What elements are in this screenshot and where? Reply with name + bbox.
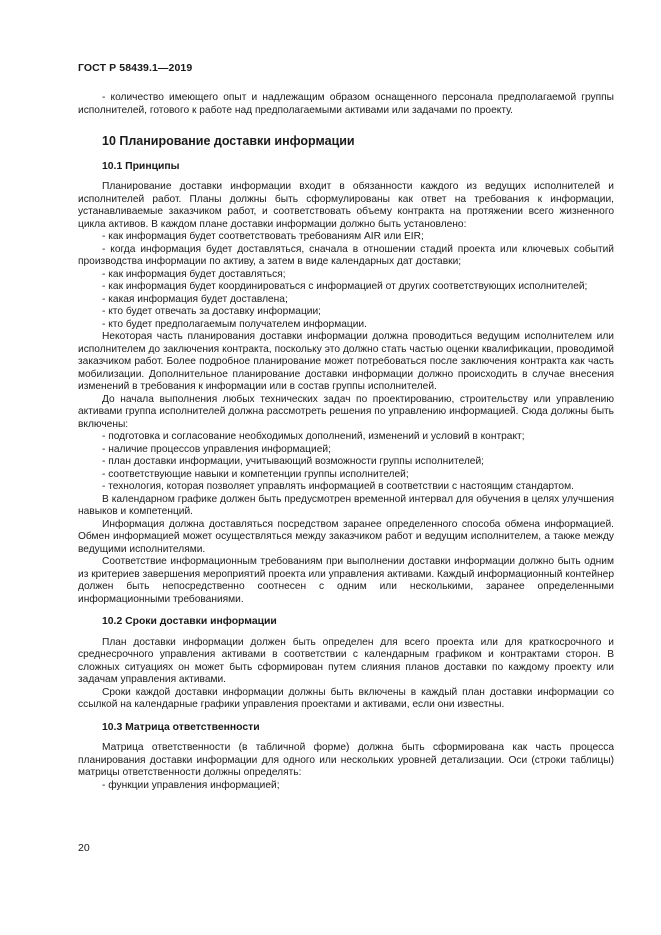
paragraph: В календарном графике должен быть предусмотрен временной интервал для обучения в целях улучшения навыков и компетенций. [78, 493, 614, 517]
section-10-1-title: 10.1 Принципы [102, 160, 180, 172]
paragraph: Соответствие информационным требованиям при выполнении доставки информации должно быть одним из критериев завершения мероприятий проекта или управления активами. Каждый информационный контейнер должен быть непосредственно соотнесен с одним или несколькими, заранее определенными информационными требованиями. [78, 556, 614, 605]
paragraph: До начала выполнения любых технических задач по проектированию, строительству или управлению активами группа исполнителей должна рассмотреть решения по управлению информацией. Сюда должны быть включены: [78, 393, 614, 430]
list-item: - подготовка и согласование необходимых дополнений, изменений и условий в контракт; [102, 431, 525, 442]
list-item: - как информация будет доставляться; [102, 268, 286, 280]
list-item: - соответствующие навыки и компетенции группы исполнителей; [102, 468, 409, 480]
paragraph: Сроки каждой доставки информации должны быть включены в каждый план доставки информации со ссылкой на календарные графики управления проектами и активами, если они известны. [78, 686, 614, 710]
list-item: - функции управления информацией; [102, 779, 280, 791]
paragraph: Планирование доставки информации входит в обязанности каждого из ведущих исполнителей и исполнителей работ. Планы должны быть сформулированы как ответ на требования к информации, устанавливаемые заказчиком работ, и соответствовать объему контракта на протяжении всего жизненного цикла активов. В каждом плане доставки информации должно быть установлено: [78, 181, 614, 230]
list-item: - как информация будет соответствовать требованиям AIR или EIR; [102, 231, 424, 242]
section-10-3-title: 10.3 Матрица ответственности [102, 721, 260, 733]
list-item: - кто будет отвечать за доставку информации; [102, 306, 322, 317]
paragraph: Информация должна доставляться посредством заранее определенного способа обмена информацией. Обмен информацией может осуществляться между заказчиком работ и ведущим исполнителем, а также между ведущими исполнителями. [78, 518, 614, 555]
page-content [78, 92, 614, 792]
document-header: ГОСТ Р 58439.1—2019 [78, 62, 193, 74]
list-item: - технология, которая позволяет управлять информацией в соответствии с настоящим стандартом. [102, 481, 574, 492]
list-item: - план доставки информации, учитывающий возможности группы исполнителей; [102, 456, 484, 467]
paragraph: Матрица ответственности (в табличной форме) должна быть сформирована как часть процесса планирования доставки информации для одного или нескольких уровней детализации. Оси (строки таблицы) матрицы ответственности должны определять: [78, 742, 614, 778]
section-10-title: 10 Планирование доставки информации [102, 134, 355, 148]
list-item: - какая информация будет доставлена; [102, 293, 288, 305]
paragraph: План доставки информации должен быть определен для всего проекта или для краткосрочного и среднесрочного управления активами в соответствии с календарным графиком и контрактами сторон. В сложных ситуациях он может быть сформирован путем слияния планов доставки по каждому проекту или задачам управления активами. [78, 636, 614, 685]
paragraph: Некоторая часть планирования доставки информации должна проводиться ведущим исполнителем или исполнителем до заключения контракта, поскольку это должно стать частью оценки квалификации, проводимой заказчиком работ. Более подробное планирование может потребоваться после заключения контракта как часть мобилизации. Дополнительное планирование доставки информации должно происходить в случае внесения изменений в требования к информации или в состав группы исполнителей. [78, 331, 614, 392]
list-item: - как информация будет координироваться с информацией от других соответствующих исполнителей; [102, 281, 588, 292]
page-number: 20 [78, 842, 90, 854]
intro-list-item: - количество имеющего опыт и надлежащим образом оснащенного персонала предполагаемой группы исполнителей, готового к работе над предполагаемыми активами или задачами по проекту. [78, 92, 614, 116]
list-item: - когда информация будет доставляться, сначала в отношении стадий проекта или ключевых событий производства информации по активу, а затем в виде календарных дат доставки; [78, 243, 614, 267]
list-item: - наличие процессов управления информацией; [102, 443, 331, 455]
list-item: - кто будет предполагаемым получателем информации. [102, 318, 367, 330]
section-10-2-title: 10.2 Сроки доставки информации [102, 616, 277, 627]
